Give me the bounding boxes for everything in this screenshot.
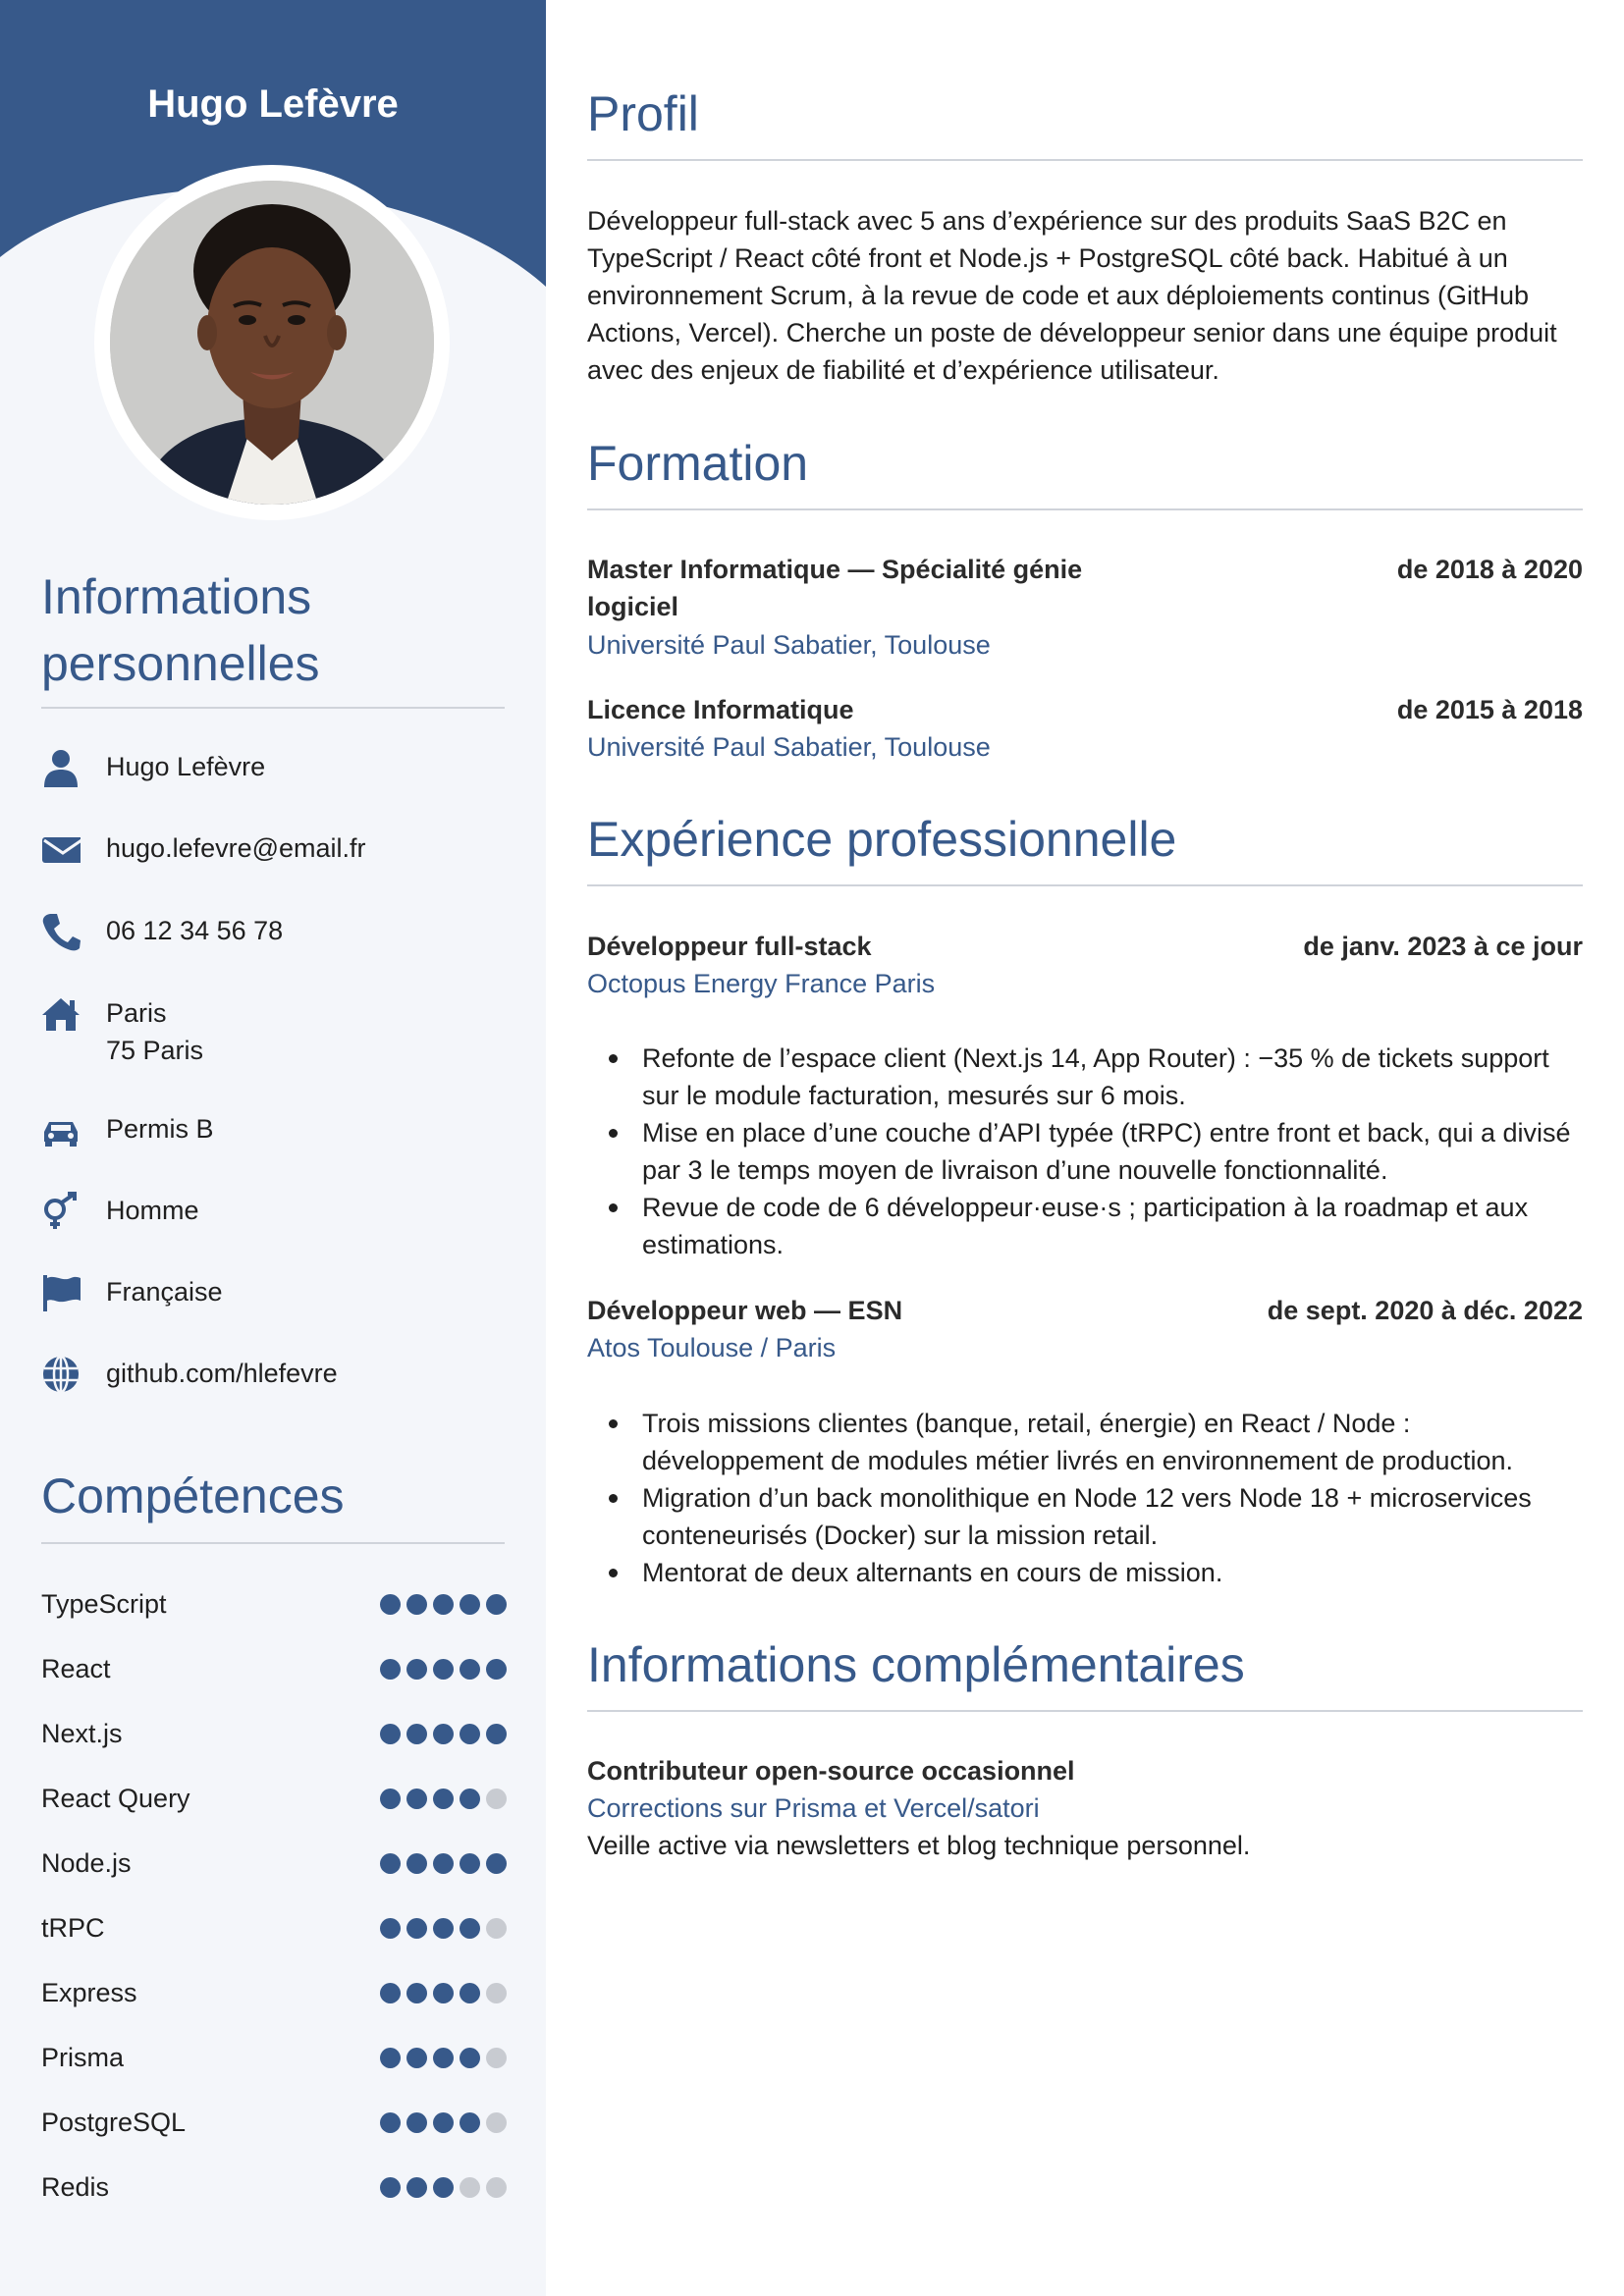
info-name <box>41 748 513 787</box>
education-entry-school: Université Paul Sabatier, Toulouse <box>587 732 991 762</box>
rating-dot-filled <box>406 2112 427 2133</box>
rating-dot-filled <box>460 1659 480 1680</box>
rating-dot-filled <box>433 1659 454 1680</box>
experience-bullets <box>642 1040 1583 1263</box>
section-divider <box>587 884 1583 886</box>
skill-rating <box>380 1659 507 1680</box>
rating-dot-filled <box>380 1853 401 1874</box>
skill-name: tRPC <box>41 1912 105 1943</box>
rating-dot-filled <box>406 1594 427 1615</box>
list-item: Trois missions clientes (banque, retail, énergie) en React / Node : développement de modules métier livrés en environnement de production. <box>642 1405 1583 1479</box>
rating-dot-filled <box>406 1853 427 1874</box>
skill-name: Prisma <box>41 2042 125 2072</box>
rating-dot-filled <box>433 1724 454 1744</box>
education-entry-title: Master Informatique — Spécialité génie logiciel <box>587 555 1083 621</box>
skill-rating <box>380 2048 507 2068</box>
rating-dot-filled <box>380 1594 401 1615</box>
info-website <box>41 1355 513 1394</box>
experience-bullets <box>642 1405 1583 1591</box>
rating-dot-filled <box>460 1789 480 1809</box>
list-item: Migration d’un back monolithique en Node 12 vers Node 18 + microservices conteneurisés (Docker) sur la mission retail. <box>642 1479 1583 1554</box>
skill-row <box>41 1973 507 2012</box>
info-website-text[interactable]: github.com/hlefevre <box>106 1359 338 1388</box>
rating-dot-filled <box>406 2048 427 2068</box>
rating-dot-filled <box>380 1789 401 1809</box>
rating-dot-filled <box>460 1918 480 1939</box>
skills-title: Compétences <box>41 1468 345 1523</box>
additional-title: Informations complémentaires <box>587 1637 1245 1692</box>
skill-name: React <box>41 1653 111 1683</box>
rating-dot-filled <box>433 1983 454 2003</box>
info-name-text: Hugo Lefèvre <box>106 752 266 781</box>
info-address <box>41 994 513 1069</box>
user-icon <box>41 748 86 787</box>
rating-dot-empty <box>486 1983 507 2003</box>
skill-rating <box>380 1983 507 2003</box>
info-email <box>41 829 513 869</box>
info-phone <box>41 912 513 951</box>
additional-entry-title: Contributeur open-source occasionnel <box>587 1756 1075 1786</box>
rating-dot-empty <box>486 2112 507 2133</box>
rating-dot-filled <box>433 1594 454 1615</box>
skill-row <box>41 1649 507 1688</box>
car-icon <box>41 1110 86 1149</box>
rating-dot-empty <box>486 1789 507 1809</box>
skill-name: Redis <box>41 2171 110 2202</box>
address-city: Paris <box>106 998 167 1028</box>
skill-row <box>41 2038 507 2077</box>
address-postal: 75 Paris <box>106 1036 204 1065</box>
skill-rating <box>380 1789 507 1809</box>
list-item: Revue de code de 6 développeur·euse·s ; participation à la roadmap et aux estimations. <box>642 1189 1583 1263</box>
rating-dot-empty <box>486 2048 507 2068</box>
section-divider <box>587 508 1583 510</box>
rating-dot-filled <box>433 1918 454 1939</box>
skill-row <box>41 1584 507 1624</box>
experience-entry-title: Développeur web — ESN <box>587 1296 903 1325</box>
list-item: Mentorat de deux alternants en cours de mission. <box>642 1554 1583 1591</box>
skill-name: PostgreSQL <box>41 2107 187 2137</box>
rating-dot-filled <box>460 1594 480 1615</box>
skill-row <box>41 1908 507 1948</box>
info-license-text: Permis B <box>106 1114 214 1144</box>
experience-entry-title: Développeur full-stack <box>587 932 872 961</box>
section-divider <box>587 1710 1583 1712</box>
sidebar <box>0 0 546 2296</box>
rating-dot-filled <box>486 1594 507 1615</box>
rating-dot-filled <box>433 2048 454 2068</box>
profile-text: Développeur full-stack avec 5 ans d’expérience sur des produits SaaS B2C en TypeScript / React côté front et Node.js + PostgreSQL côté back. Habitué à un environnement Scrum, à la revue de code et aux déploiements continus (GitHub Actions, Vercel). Cherche un poste de développeur senior dans une équipe produit avec des enjeux de fiabilité et d’expérience utilisateur. <box>587 206 1557 385</box>
gender-icon <box>41 1192 86 1231</box>
info-license <box>41 1110 513 1149</box>
section-divider <box>41 707 505 709</box>
education-entry-date: de 2015 à 2018 <box>1396 695 1583 724</box>
rating-dot-filled <box>380 1659 401 1680</box>
education-entry-title: Licence Informatique <box>587 695 854 724</box>
info-email-text[interactable]: hugo.lefevre@email.fr <box>106 833 366 863</box>
skill-row <box>41 1779 507 1818</box>
list-item: Refonte de l’espace client (Next.js 14, App Router) : −35 % de tickets support sur le module facturation, mesurés sur 6 mois. <box>642 1040 1583 1114</box>
skill-name: Express <box>41 1977 137 2007</box>
section-divider <box>587 159 1583 161</box>
rating-dot-empty <box>486 2177 507 2198</box>
experience-entry-company: Octopus Energy France Paris <box>587 969 936 998</box>
envelope-icon <box>41 829 86 869</box>
rating-dot-filled <box>380 2112 401 2133</box>
rating-dot-filled <box>460 1724 480 1744</box>
rating-dot-filled <box>406 1659 427 1680</box>
skill-rating <box>380 1918 507 1939</box>
info-nationality <box>41 1273 513 1312</box>
skill-rating <box>380 1724 507 1744</box>
home-icon <box>41 994 86 1034</box>
additional-entry-sub: Corrections sur Prisma et Vercel/satori <box>587 1793 1040 1823</box>
experience-title: Expérience professionnelle <box>587 812 1177 867</box>
phone-icon <box>41 912 86 951</box>
info-nationality-text: Française <box>106 1277 223 1307</box>
experience-entry-date: de sept. 2020 à déc. 2022 <box>1267 1296 1583 1325</box>
skill-rating <box>380 1853 507 1874</box>
rating-dot-empty <box>486 1918 507 1939</box>
rating-dot-filled <box>460 2112 480 2133</box>
rating-dot-filled <box>380 1918 401 1939</box>
skill-row <box>41 1843 507 1883</box>
education-title: Formation <box>587 436 809 491</box>
rating-dot-filled <box>433 2112 454 2133</box>
skill-row <box>41 2103 507 2142</box>
rating-dot-empty <box>460 2177 480 2198</box>
personal-info-title: Informations personnelles <box>41 569 320 691</box>
rating-dot-filled <box>406 1918 427 1939</box>
list-item: Mise en place d’une couche d’API typée (tRPC) entre front et back, qui a divisé par 3 le temps moyen de livraison d’une nouvelle fonctionnalité. <box>642 1114 1583 1189</box>
info-gender-text: Homme <box>106 1196 199 1225</box>
info-gender <box>41 1192 513 1231</box>
education-entry-date: de 2018 à 2020 <box>1396 555 1583 584</box>
rating-dot-filled <box>406 1724 427 1744</box>
info-phone-text[interactable]: 06 12 34 56 78 <box>106 916 284 945</box>
experience-entry-date: de janv. 2023 à ce jour <box>1303 932 1583 961</box>
rating-dot-filled <box>406 1983 427 2003</box>
rating-dot-filled <box>486 1724 507 1744</box>
rating-dot-filled <box>433 2177 454 2198</box>
rating-dot-filled <box>486 1659 507 1680</box>
rating-dot-filled <box>460 1983 480 2003</box>
experience-entry-company: Atos Toulouse / Paris <box>587 1333 837 1362</box>
rating-dot-filled <box>406 2177 427 2198</box>
rating-dot-filled <box>380 1724 401 1744</box>
rating-dot-filled <box>433 1853 454 1874</box>
education-entry-school: Université Paul Sabatier, Toulouse <box>587 630 991 660</box>
skill-rating <box>380 2177 507 2198</box>
additional-entry-text: Veille active via newsletters et blog technique personnel. <box>587 1831 1251 1860</box>
skill-row <box>41 1714 507 1753</box>
section-divider <box>41 1542 505 1544</box>
rating-dot-filled <box>486 1853 507 1874</box>
candidate-name: Hugo Lefèvre <box>147 82 399 126</box>
profile-photo <box>110 181 434 505</box>
rating-dot-filled <box>380 2177 401 2198</box>
globe-icon <box>41 1355 86 1394</box>
skill-rating <box>380 1594 507 1615</box>
skill-name: Node.js <box>41 1847 132 1878</box>
flag-icon <box>41 1273 86 1312</box>
rating-dot-filled <box>406 1789 427 1809</box>
skill-rating <box>380 2112 507 2133</box>
skill-row <box>41 2167 507 2207</box>
rating-dot-filled <box>460 2048 480 2068</box>
info-address-text <box>106 994 203 1069</box>
skill-name: Next.js <box>41 1718 123 1748</box>
rating-dot-filled <box>380 1983 401 2003</box>
rating-dot-filled <box>460 1853 480 1874</box>
skill-name: TypeScript <box>41 1588 167 1619</box>
rating-dot-filled <box>380 2048 401 2068</box>
rating-dot-filled <box>433 1789 454 1809</box>
profile-title: Profil <box>587 86 699 141</box>
skill-name: React Query <box>41 1783 190 1813</box>
